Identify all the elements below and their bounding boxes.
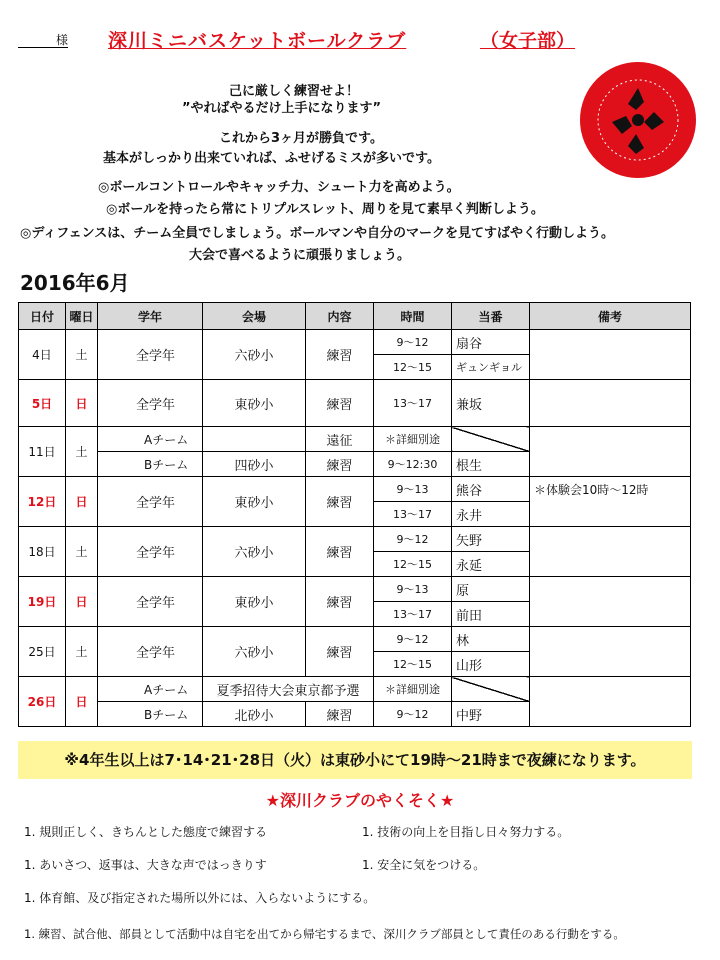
cell-duty: 永井 — [452, 502, 530, 527]
cell-team: Bチーム — [98, 702, 203, 727]
cell-duty-empty — [452, 427, 530, 452]
club-title: 深川ミニバスケットボールクラブ — [108, 30, 407, 52]
header-duty: 当番 — [452, 303, 530, 330]
cell-time: ＊詳細別途 — [374, 427, 452, 452]
cell-notes — [530, 380, 691, 427]
cell-date: 19日 — [19, 577, 66, 627]
cell-grade: 全学年 — [98, 477, 203, 527]
header-dow: 曜日 — [66, 303, 98, 330]
message-line: ◎ディフェンスは、チーム全員でしましょう。ボールマンや自分のマークを見てすばやく行動しよう。 — [20, 226, 615, 241]
cell-venue: 夏季招待大会東京都予選 — [203, 677, 374, 702]
cell-time: 12～15 — [374, 552, 452, 577]
cell-duty: 前田 — [452, 602, 530, 627]
club-division: （女子部） — [480, 30, 576, 52]
cell-team: Aチーム — [98, 427, 203, 452]
header-grade: 学年 — [98, 303, 203, 330]
cell-notes: ＊体験会10時～12時 — [530, 477, 691, 527]
cell-venue: 東砂小 — [203, 577, 306, 627]
cell-venue: 六砂小 — [203, 527, 306, 577]
cell-time: 9～13 — [374, 477, 452, 502]
table-row — [19, 627, 691, 652]
cell-content: 練習 — [306, 452, 374, 477]
promises-title: ★深川クラブのやくそく★ — [265, 791, 455, 810]
cell-time: 9～12 — [374, 527, 452, 552]
cell-content: 練習 — [306, 477, 374, 527]
cell-notes — [530, 677, 691, 727]
cell-content: 練習 — [306, 527, 374, 577]
cell-time: 13～17 — [374, 602, 452, 627]
promise-item: 1. 練習、試合他、部員として活動中は自宅を出てから帰宅するまで、深川クラブ部員として責任のある行動をする。 — [24, 927, 625, 941]
header-venue: 会場 — [203, 303, 306, 330]
message-line: ◎ボールコントロールやキャッチ力、シュート力を高めよう。 — [98, 180, 460, 195]
message-line: 己に厳しく練習せよ！ — [229, 84, 360, 99]
cell-dow: 土 — [66, 627, 98, 677]
cell-date: 18日 — [19, 527, 66, 577]
cell-date: 4日 — [19, 330, 66, 380]
cell-dow: 日 — [66, 380, 98, 427]
cell-date: 26日 — [19, 677, 66, 727]
cell-duty: 山形 — [452, 652, 530, 677]
header-time: 時間 — [374, 303, 452, 330]
table-row — [19, 427, 691, 452]
club-emblem-logo — [578, 60, 698, 180]
table-row — [19, 380, 691, 427]
cell-venue: 六砂小 — [203, 330, 306, 380]
cell-team: Bチーム — [98, 452, 203, 477]
cell-time: 9～12 — [374, 330, 452, 355]
cell-venue: 六砂小 — [203, 627, 306, 677]
promise-item: 1. 安全に気をつける。 — [362, 858, 486, 872]
cell-venue: 東砂小 — [203, 477, 306, 527]
schedule-table — [18, 302, 691, 727]
cell-duty: 原 — [452, 577, 530, 602]
cell-venue — [203, 427, 306, 452]
cell-grade: 全学年 — [98, 577, 203, 627]
cell-venue: 東砂小 — [203, 380, 306, 427]
cell-time: 12～15 — [374, 652, 452, 677]
cell-duty: 矢野 — [452, 527, 530, 552]
table-row — [19, 577, 691, 602]
cell-notes — [530, 527, 691, 577]
promise-item: 1. 体育館、及び指定された場所以外には、入らないようにする。 — [24, 891, 376, 905]
header-content: 内容 — [306, 303, 374, 330]
cell-duty: 永延 — [452, 552, 530, 577]
cell-notes — [530, 627, 691, 677]
header-notes: 備考 — [530, 303, 691, 330]
promise-item: 1. 規則正しく、きちんとした態度で練習する — [24, 825, 268, 839]
table-row — [19, 477, 691, 502]
cell-content: 練習 — [306, 627, 374, 677]
cell-date: 5日 — [19, 380, 66, 427]
cell-time: 13～17 — [374, 380, 452, 427]
cell-date: 25日 — [19, 627, 66, 677]
cell-content: 遠征 — [306, 427, 374, 452]
cell-notes — [530, 577, 691, 627]
cell-duty: ギュンギョル — [452, 355, 530, 380]
message-line: これから3ヶ月が勝負です。 — [219, 131, 384, 146]
cell-time: 9～12 — [374, 627, 452, 652]
month-heading: 2016年6月 — [20, 271, 130, 295]
cell-duty: 林 — [452, 627, 530, 652]
cell-dow: 土 — [66, 527, 98, 577]
cell-grade: 全学年 — [98, 527, 203, 577]
cell-team: Aチーム — [98, 677, 203, 702]
cell-duty: 兼坂 — [452, 380, 530, 427]
promise-item: 1. 技術の向上を目指し日々努力する。 — [362, 825, 570, 839]
cell-notes — [530, 427, 691, 477]
promise-item: 1. あいさつ、返事は、大きな声ではっきりす — [24, 858, 267, 872]
cell-duty: 熊谷 — [452, 477, 530, 502]
cell-notes — [530, 330, 691, 380]
cell-venue: 北砂小 — [203, 702, 306, 727]
cell-content: 練習 — [306, 330, 374, 380]
message-line: 大会で喜べるように頑張りましょう。 — [189, 248, 411, 263]
cell-duty: 根生 — [452, 452, 530, 477]
table-header-row — [19, 303, 691, 330]
recipient-line: 様 — [18, 33, 68, 48]
cell-time: 13～17 — [374, 502, 452, 527]
cell-content: 練習 — [306, 702, 374, 727]
cell-date: 12日 — [19, 477, 66, 527]
cell-content: 練習 — [306, 380, 374, 427]
cell-duty: 中野 — [452, 702, 530, 727]
message-line: 基本がしっかり出来ていれば、ふせげるミスが多いです。 — [103, 151, 440, 166]
cell-venue: 四砂小 — [203, 452, 306, 477]
message-line: ”やればやるだけ上手になります” — [182, 101, 382, 116]
message-line: ◎ボールを持ったら常にトリプルスレット、周りを見て素早く判断しよう。 — [106, 202, 544, 217]
cell-dow: 土 — [66, 427, 98, 477]
cell-time: 12～15 — [374, 355, 452, 380]
table-row — [19, 527, 691, 552]
cell-time: 9～12 — [374, 702, 452, 727]
cell-time: 9～13 — [374, 577, 452, 602]
cell-content: 練習 — [306, 577, 374, 627]
cell-date: 11日 — [19, 427, 66, 477]
night-practice-banner: ※4年生以上は7･14･21･28日（火）は東砂小にて19時～21時まで夜練になります。 — [18, 741, 692, 779]
cell-time: 9～12:30 — [374, 452, 452, 477]
cell-time: ＊詳細別途 — [374, 677, 452, 702]
cell-dow: 日 — [66, 577, 98, 627]
table-row — [19, 330, 691, 355]
cell-dow: 土 — [66, 330, 98, 380]
cell-dow: 日 — [66, 477, 98, 527]
table-row — [19, 677, 691, 702]
cell-duty-empty — [452, 677, 530, 702]
cell-duty: 扇谷 — [452, 330, 530, 355]
cell-grade: 全学年 — [98, 380, 203, 427]
cell-dow: 日 — [66, 677, 98, 727]
cell-grade: 全学年 — [98, 627, 203, 677]
cell-grade: 全学年 — [98, 330, 203, 380]
header-date: 日付 — [19, 303, 66, 330]
